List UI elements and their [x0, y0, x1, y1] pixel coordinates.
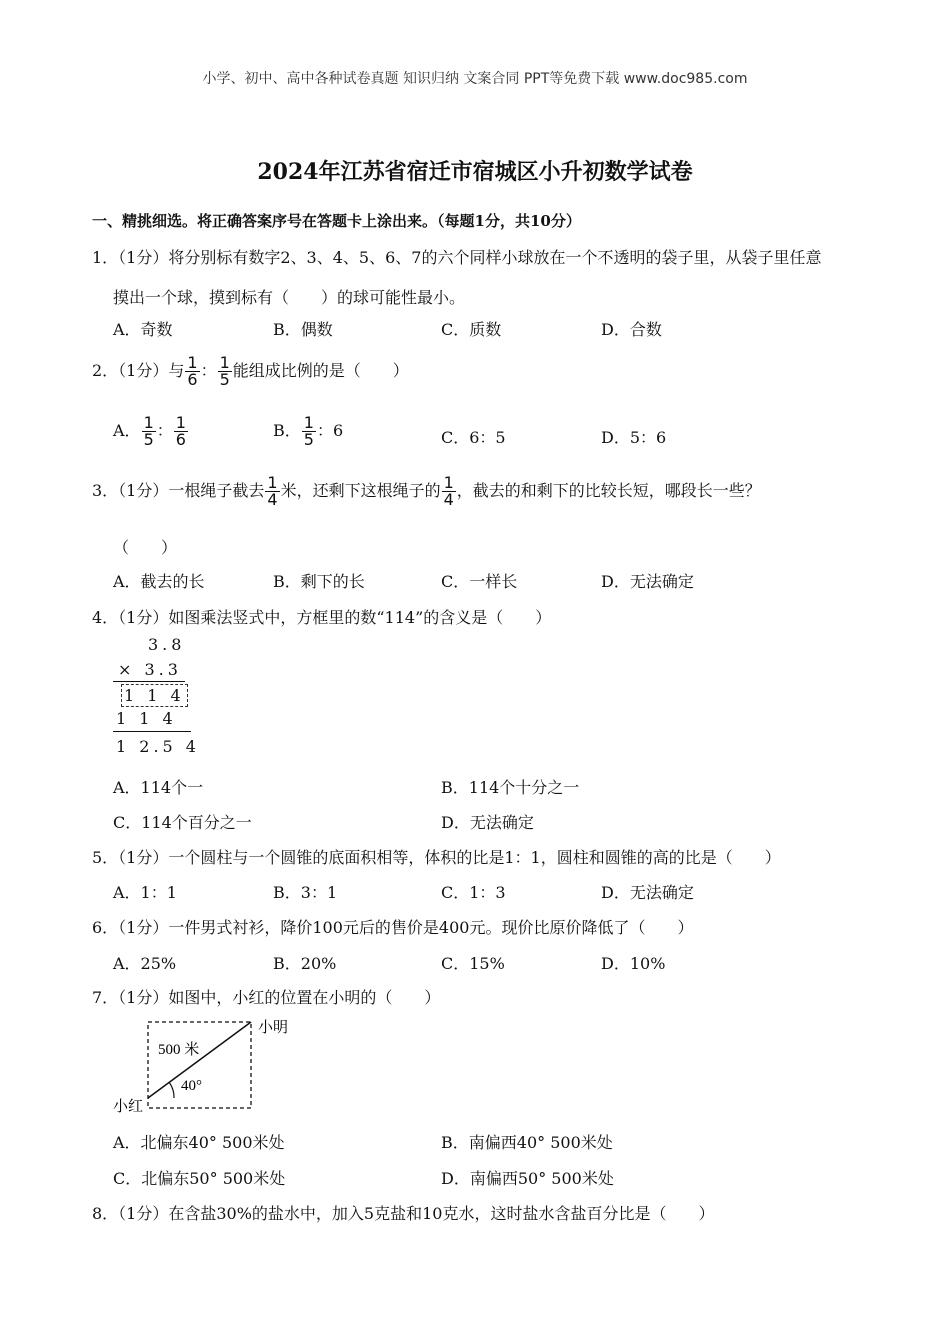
q3-mid: 米，还剩下这根绳子的 — [280, 481, 441, 500]
q1-option-d[interactable]: D．合数 — [601, 320, 662, 339]
q2-prefix: 2．（1分）与 — [92, 361, 185, 380]
numerator: 1 — [175, 413, 186, 432]
q2-option-d[interactable]: D．5：6 — [601, 428, 667, 447]
colon: ： — [200, 361, 217, 380]
q6-option-c[interactable]: C．15% — [441, 954, 505, 973]
q4-option-a[interactable]: A．114个一 — [113, 778, 204, 797]
numerator: 1 — [267, 473, 278, 492]
section-heading: 一、精挑细选。将正确答案序号在答题卡上涂出来。（每题1分，共10分） — [92, 212, 581, 230]
denominator: 5 — [219, 370, 230, 389]
q3-option-b[interactable]: B．剩下的长 — [273, 572, 365, 591]
q6-option-d[interactable]: D．10% — [601, 954, 666, 973]
exam-title: 2024年江苏省宿迁市宿城区小升初数学试卷 — [257, 159, 693, 185]
xiaoming-label: 小明 — [258, 1020, 289, 1036]
calc-top: 3.8 — [148, 635, 186, 654]
calc-multiplier: × 3.3 — [118, 660, 182, 679]
calc-result: 1 2.5 4 — [116, 737, 200, 756]
numerator: 1 — [303, 413, 314, 432]
q5-option-c[interactable]: C．1：3 — [441, 883, 506, 902]
option-rest: ：6 — [316, 421, 344, 440]
denominator: 5 — [143, 430, 154, 449]
q7-option-d[interactable]: D．南偏西50° 500米处 — [441, 1169, 614, 1188]
fraction — [265, 475, 279, 508]
q5-option-a[interactable]: A．1：1 — [113, 883, 177, 902]
q7-option-a[interactable]: A．北偏东40° 500米处 — [113, 1133, 285, 1152]
q4-option-c[interactable]: C．114个百分之一 — [113, 813, 252, 832]
question-8: 8．（1分）在含盐30%的盐水中，加入5克盐和10克水，这时盐水含盐百分比是（ ） — [92, 1204, 715, 1223]
option-label: B． — [273, 421, 301, 440]
fraction — [218, 355, 232, 388]
q4-option-b[interactable]: B．114个十分之一 — [441, 778, 580, 797]
question-4: 4．（1分）如图乘法竖式中，方框里的数“114”的含义是（ ） — [92, 608, 552, 627]
fraction — [442, 475, 456, 508]
q5-option-b[interactable]: B．3：1 — [273, 883, 338, 902]
numerator: 1 — [443, 473, 454, 492]
calc-row2: 1 1 4 — [116, 709, 177, 728]
denominator: 4 — [443, 490, 454, 509]
q3-prefix: 3．（1分）一根绳子截去 — [92, 481, 265, 500]
fraction — [174, 415, 188, 448]
fraction — [302, 415, 316, 448]
denominator: 4 — [267, 490, 278, 509]
question-5: 5．（1分）一个圆柱与一个圆锥的底面积相等，体积的比是1：1，圆柱和圆锥的高的比是（ ） — [92, 848, 781, 867]
q7-option-b[interactable]: B．南偏西40° 500米处 — [441, 1133, 613, 1152]
denominator: 6 — [187, 370, 198, 389]
q7-option-c[interactable]: C．北偏东50° 500米处 — [113, 1169, 286, 1188]
question-2 — [92, 355, 409, 388]
q3-suffix: ，截去的和剩下的比较长短，哪段长一些？ — [456, 481, 761, 500]
direction-figure — [108, 1012, 308, 1117]
calc-rule — [113, 731, 191, 732]
fraction — [185, 355, 199, 388]
numerator: 1 — [187, 353, 198, 372]
calc-boxed-114: 1 1 4 — [121, 684, 188, 707]
distance-label: 500 米 — [158, 1042, 200, 1058]
page-header: 小学、初中、高中各种试卷真题 知识归纳 文案合同 PPT等免费下载 www.doc985.com — [202, 71, 748, 87]
fraction — [142, 415, 156, 448]
q5-option-d[interactable]: D．无法确定 — [601, 883, 694, 902]
q2-suffix: 能组成比例的是（ ） — [232, 361, 409, 380]
question-3 — [92, 475, 761, 508]
angle-label: 40° — [181, 1078, 202, 1094]
question-1: 1．（1分）将分别标有数字2、3、4、5、6、7的六个同样小球放在一个不透明的袋子里，从袋子里任意 — [92, 248, 822, 267]
dashed-box — [148, 1022, 251, 1108]
q3-option-a[interactable]: A．截去的长 — [113, 572, 205, 591]
q6-option-b[interactable]: B．20% — [273, 954, 337, 973]
numerator: 1 — [143, 413, 154, 432]
q2-option-c[interactable]: C．6：5 — [441, 428, 506, 447]
colon: ： — [156, 421, 173, 440]
denominator: 5 — [303, 430, 314, 449]
option-label: A． — [113, 421, 141, 440]
calc-rule — [113, 681, 185, 682]
q1-option-c[interactable]: C．质数 — [441, 320, 502, 339]
q3-option-c[interactable]: C．一样长 — [441, 572, 518, 591]
xiaohong-label: 小红 — [113, 1099, 144, 1115]
q2-option-a[interactable] — [113, 415, 189, 448]
q1-option-a[interactable]: A．奇数 — [113, 320, 173, 339]
q4-option-d[interactable]: D．无法确定 — [441, 813, 534, 832]
q3-blank: （ ） — [113, 538, 178, 557]
numerator: 1 — [219, 353, 230, 372]
denominator: 6 — [175, 430, 186, 449]
angle-arc — [169, 1082, 174, 1098]
question-6: 6．（1分）一件男式衬衫，降价100元后的售价是400元。现价比原价降低了（ ） — [92, 918, 694, 937]
question-7: 7．（1分）如图中，小红的位置在小明的（ ） — [92, 988, 441, 1007]
q1-option-b[interactable]: B．偶数 — [273, 320, 333, 339]
q6-option-a[interactable]: A．25% — [113, 954, 177, 973]
question-1-line2: 摸出一个球，摸到标有（ ）的球可能性最小。 — [113, 288, 466, 307]
q2-option-b[interactable] — [273, 415, 343, 448]
q3-option-d[interactable]: D．无法确定 — [601, 572, 694, 591]
